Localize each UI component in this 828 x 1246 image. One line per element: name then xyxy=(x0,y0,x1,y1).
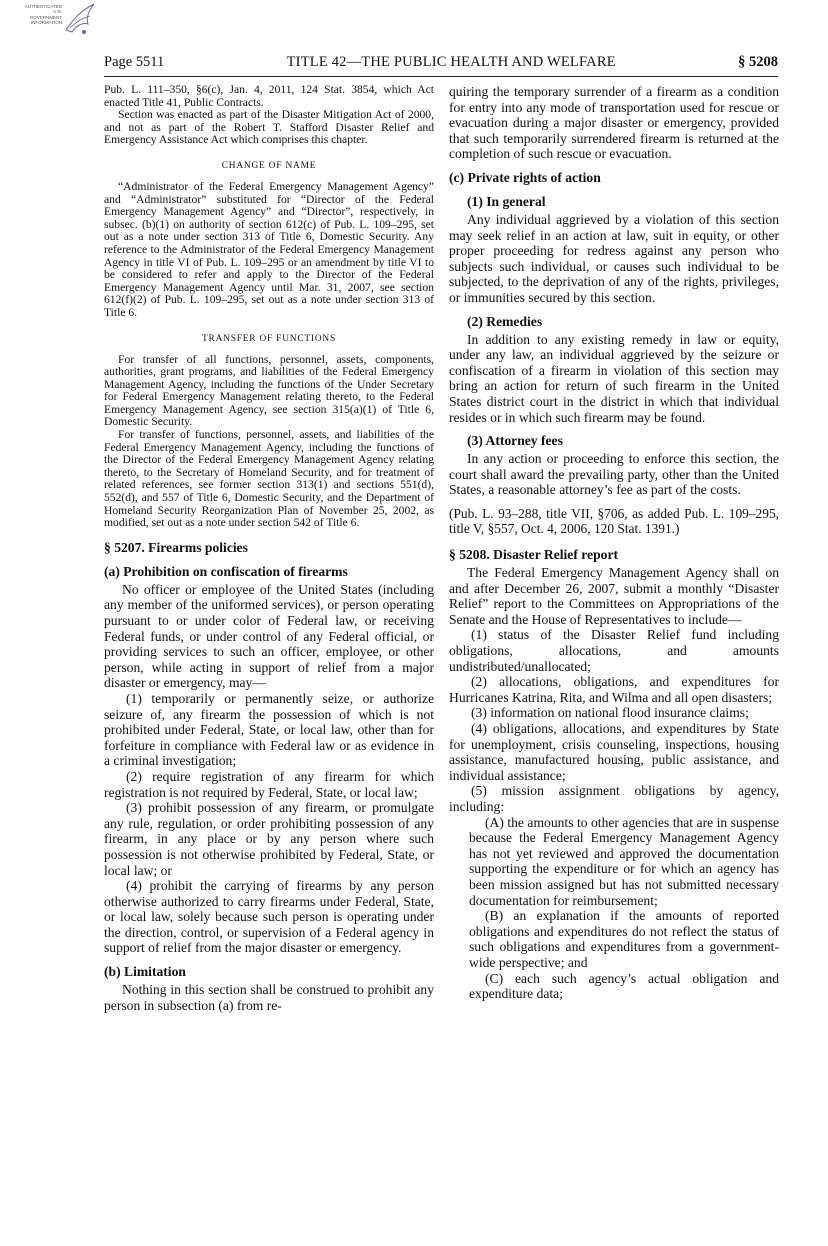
list-item: (5) mission assignment obligations by agency, including: xyxy=(449,783,779,814)
list-item: (2) require registration of any firearm for which registration is not required by Federal, State, or local law; xyxy=(104,768,434,800)
list-item: (2) allocations, obligations, and expenditures for Hurricanes Katrina, Rita, and Wilma and all open disasters; xyxy=(449,674,779,705)
sub-list-item: (C) each such agency’s actual obligation and expenditure data; xyxy=(469,970,779,1002)
body-paragraph: The Federal Emergency Management Agency shall on and after December 26, 2007, submit a monthly “Disaster Relief” report to the Committees on Appropriations of the Senate and the House of Representatives to include— xyxy=(449,565,779,627)
subsection-c-heading: (c) Private rights of action xyxy=(449,169,601,185)
list-item: (3) prohibit possession of any firearm, or promulgate any rule, regulation, or order prohibiting possession of any firearm, in any place or by any person where such possession is not otherwise prohibited by Federal, State, or local law; or xyxy=(104,800,434,878)
paragraph-2-heading: (2) Remedies xyxy=(467,313,543,329)
note-heading: CHANGE OF NAME xyxy=(221,160,317,171)
body-paragraph: In addition to any existing remedy in law or equity, under any law, an individual aggrieved by the seizure or confiscation of a firearm in violation of this section may bring an action for return of such firearm in the United States district court in the district in which that individual resides or in which such firearm may be found. xyxy=(449,331,779,425)
page-number: Page 5511 xyxy=(104,54,165,70)
note-paragraph: For transfer of functions, personnel, assets, and liabilities of the Federal Emergency Management Agency, including the functions of the Director of the Federal Emergency Management Agency relating thereto, to the Secretary of Homeland Security, and for treatment of related references, see former section 313(1) and sections 551(d), 552(d), and 557 of Title 6, Domestic Security, and the Department of Homeland Security Reorganization Plan of November 25, 2002, as modified, set out as a note under section 542 of Title 6. xyxy=(104,428,434,530)
section-heading: § 5208 xyxy=(738,54,778,70)
gpo-authentication-seal xyxy=(22,0,100,38)
section-5207-heading: § 5207. Firearms policies xyxy=(104,539,248,555)
note-paragraph: Section was enacted as part of the Disaster Mitigation Act of 2000, and not as part of the Robert T. Stafford Disaster Relief and Emergency Assistance Act which comprises this chapter. xyxy=(104,108,434,147)
paragraph-1-heading: (1) In general xyxy=(467,193,546,209)
list-item: (1) status of the Disaster Relief fund including obligations, allocations, and amounts undistributed/unallocated; xyxy=(449,627,779,674)
subsection-a-heading: (a) Prohibition on confiscation of firearms xyxy=(104,563,348,579)
subsection-b-heading: (b) Limitation xyxy=(104,964,186,980)
right-column xyxy=(449,84,779,1002)
body-paragraph: In any action or proceeding to enforce this section, the court shall award the prevailing party, other than the United States, a reasonable attorney’s fee as part of the costs. xyxy=(449,451,779,498)
note-paragraph: Pub. L. 111–350, §6(c), Jan. 4, 2011, 124 Stat. 3854, which Act enacted Title 41, Public Contracts. xyxy=(104,83,434,109)
page-header xyxy=(104,54,778,77)
list-item: (4) obligations, allocations, and expenditures by State for unemployment, crisis counseling, inspections, housing assistance, manufactured housing, public assistance, and individual assistance; xyxy=(449,721,779,783)
body-paragraph: Any individual aggrieved by a violation of this section may seek relief in an action at law, suit in equity, or other proper proceeding for redress against any person who subjects such individual, or causes such individual to be subjected, to the deprivation of any of the rights, privileges, or immunities secured by this section. xyxy=(449,211,779,305)
body-paragraph: quiring the temporary surrender of a firearm as a condition for entry into any mode of transportation used for rescue or evacuation during a major disaster or emergency, provided that such temporarily surrendered firearm is returned at the completion of such rescue or evacuation. xyxy=(449,84,779,162)
note-paragraph: “Administrator of the Federal Emergency Management Agency” and “Administrator” substituted for “Director of the Federal Emergency Management Agency” and “Director”, respectively, in subsec. (b)(1) on authority of section 612(c) of Pub. L. 109–295, set out as a note under section 313 of Title 6, Domestic Security. Any reference to the Administrator of the Federal Emergency Management Agency in title VI of Pub. L. 109–295 or an amendment by title VI to be considered to refer and apply to the Director of the Federal Emergency Management Agency until Mar. 31, 2007, see section 612(f)(2) of Pub. L. 109–295, set out as a note under section 313 of Title 6. xyxy=(104,179,434,319)
note-paragraph: For transfer of all functions, personnel, assets, components, authorities, grant programs, and liabilities of the Federal Emergency Management Agency, including the functions of the Under Secretary for Federal Emergency Management relating thereto, to the Federal Emergency Management Agency, see section 315(a)(1) of Title 6, Domestic Security. xyxy=(104,352,434,429)
body-paragraph: No officer or employee of the United States (including any member of the uniformed services), or person operating pursuant to or under color of Federal law, or receiving Federal funds, or under control of any Federal official, or providing services to such an officer, employee, or other person, while acting in support of relief from a major disaster or emergency, may— xyxy=(104,581,434,691)
source-citation: (Pub. L. 93–288, title VII, §706, as added Pub. L. 109–295, title V, §557, Oct. 4, 2006, 120 Stat. 1391.) xyxy=(449,505,779,537)
title-heading: TITLE 42—THE PUBLIC HEALTH AND WELFARE xyxy=(286,54,616,70)
body-paragraph: Nothing in this section shall be construed to prohibit any person in subsection (a) from re- xyxy=(104,982,434,1013)
list-item: (3) information on national flood insurance claims; xyxy=(471,705,749,721)
left-column xyxy=(104,84,434,1013)
sub-list-item: (A) the amounts to other agencies that are in suspense because the Federal Emergency Management Agency has not yet reviewed and approved the documentation supporting the expenditure or for which an agency has been mission assigned but has not submitted necessary documentation for reimbursement; xyxy=(469,814,779,908)
section-5208-heading: § 5208. Disaster Relief report xyxy=(449,547,618,563)
paragraph-3-heading: (3) Attorney fees xyxy=(467,433,563,449)
sub-list-item: (B) an explanation if the amounts of reported obligations and expenditures do not reflect the status of such obligations and expenditures from a government-wide perspective; and xyxy=(469,908,779,970)
note-heading: TRANSFER OF FUNCTIONS xyxy=(201,333,336,344)
list-item: (4) prohibit the carrying of firearms by any person otherwise authorized to carry firearms under Federal, State, or local law, solely because such person is operating under the direction, control, or supervision of a Federal agency in support of relief from the major disaster or emergency. xyxy=(104,878,434,956)
list-item: (1) temporarily or permanently seize, or authorize seizure of, any firearm the possession of which is not prohibited under Federal, State, or local law, other than for forfeiture in compliance with Federal law or as evidence in a criminal investigation; xyxy=(104,690,434,769)
seal-lettering: AUTHENTICATED U.S. GOVERNMENT INFORMATION xyxy=(24,4,62,26)
